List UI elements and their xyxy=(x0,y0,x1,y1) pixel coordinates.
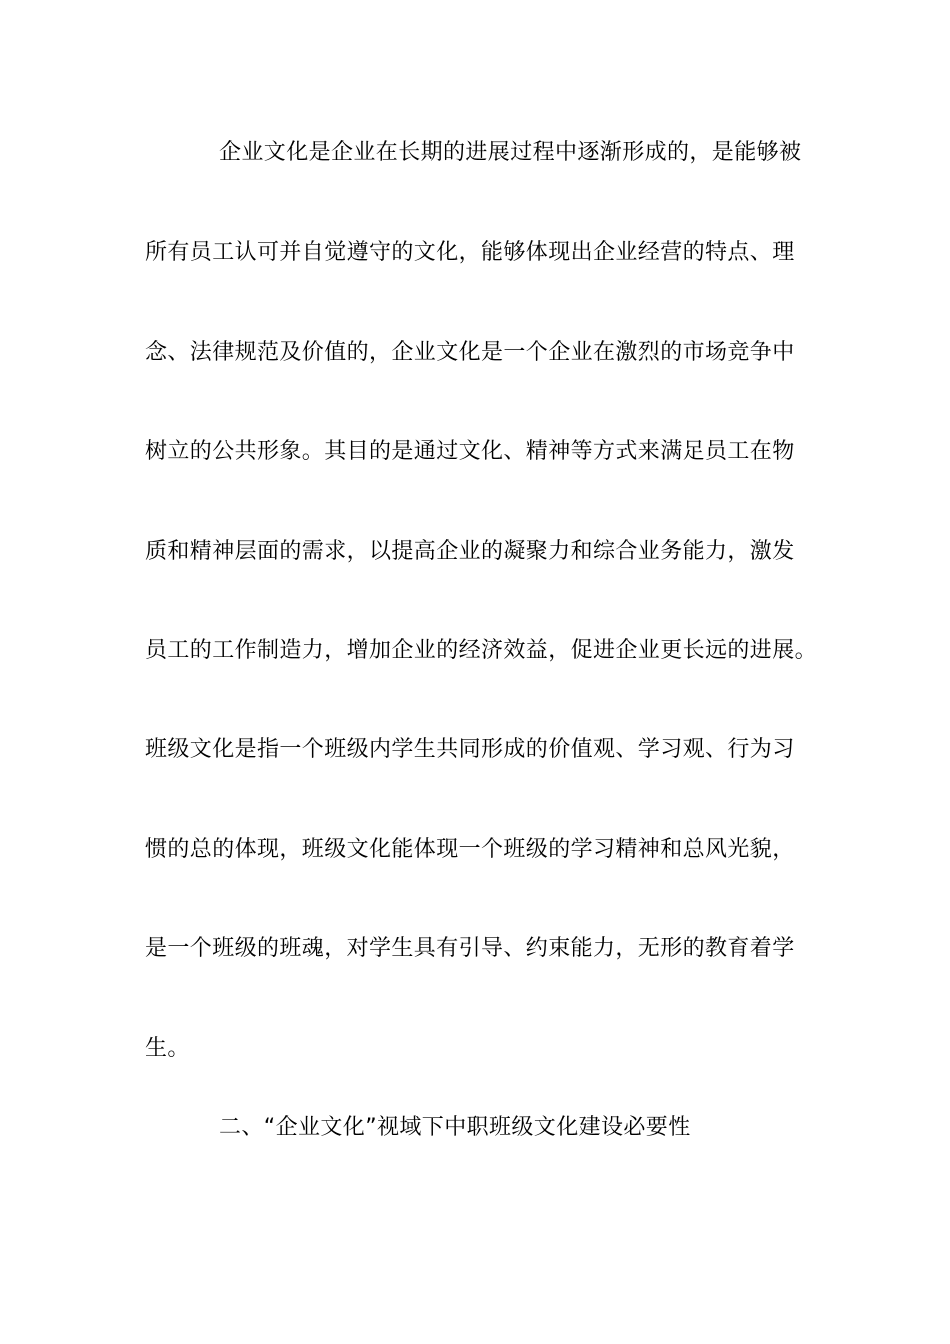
paragraph-2-line-3: 是一个班级的班魂，对学生具有引导、约束能力，无形的教育着学 xyxy=(145,936,795,961)
paragraph-1-line-2: 所有员工认可并自觉遵守的文化，能够体现出企业经营的特点、理 xyxy=(145,240,795,265)
paragraph-1-line-6: 员工的工作制造力，增加企业的经济效益，促进企业更长远的进展。 xyxy=(145,638,818,663)
paragraph-2-line-1: 班级文化是指一个班级内学生共同形成的价值观、学习观、行为习 xyxy=(145,737,795,762)
paragraph-1-line-3: 念、法律规范及价值的，企业文化是一个企业在激烈的市场竞争中 xyxy=(145,340,795,365)
paragraph-1-line-5: 质和精神层面的需求，以提高企业的凝聚力和综合业务能力，激发 xyxy=(145,539,795,564)
paragraph-2-line-2: 惯的总的体现，班级文化能体现一个班级的学习精神和总风光貌， xyxy=(145,837,795,862)
section-heading: 二、“企业文化”视域下中职班级文化建设必要性 xyxy=(219,1115,691,1140)
paragraph-1-line-4: 树立的公共形象。其目的是通过文化、精神等方式来满足员工在物 xyxy=(145,439,795,464)
paragraph-2-line-4: 生。 xyxy=(145,1036,190,1061)
paragraph-1-line-1: 企业文化是企业在长期的进展过程中逐渐形成的，是能够被 xyxy=(219,140,802,165)
